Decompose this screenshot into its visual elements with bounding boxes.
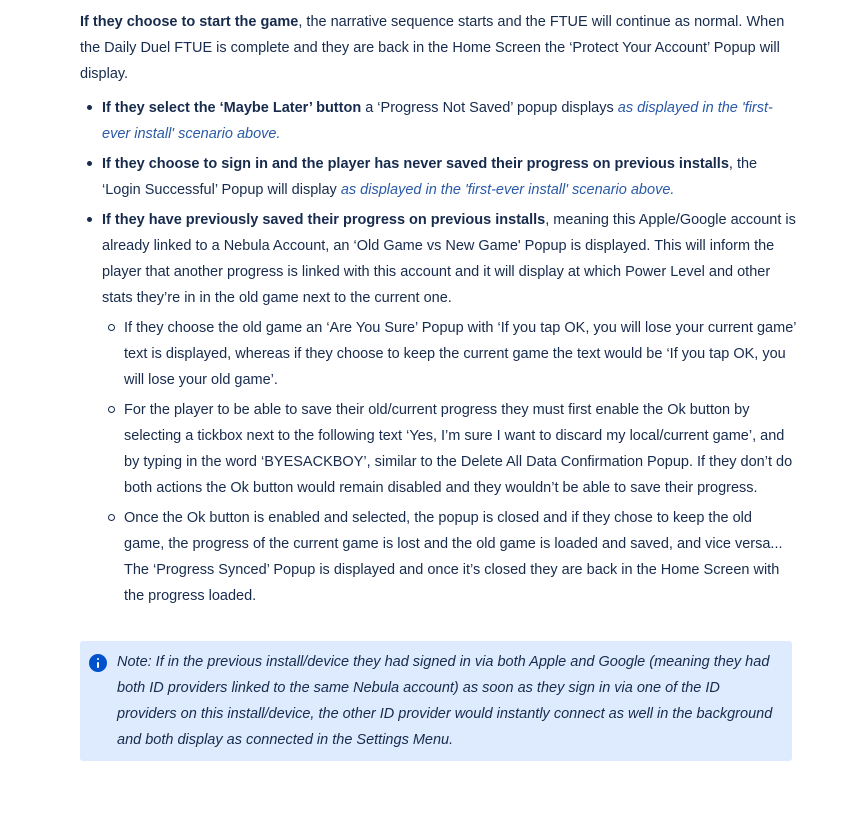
bullet-ref-link[interactable]: as displayed in the 'first-ever install' scenario above.	[340, 182, 675, 198]
sub-bullet-old-game: If they choose the old game an ‘Are You Sure’ Popup with ‘If you tap OK, you will lose your current game’ text is displayed, whereas if they choose to keep the current game the text would be ‘If you tap OK, you will lose your old game’.	[124, 315, 796, 393]
bullet-bold: If they have previously saved their progress on previous installs	[102, 212, 546, 228]
note-text: Note: If in the previous install/device they had signed in via both Apple and Google (meaning they had both ID providers linked to the same Nebula account) as soon as they sign in via one of the ID providers on this install/device, the other ID provider would instantly connect as well in the background and both display as connected in the Settings Menu.	[117, 654, 773, 748]
bullet-text: , meaning this Apple/Google account is already linked to a Nebula Account, an ‘Old Game vs New Game' Popup is displayed. This will inform the player that another progress is linked with this account and it will display at which Power Level and other stats they’re in in the old game next to the current one.	[102, 212, 796, 306]
bullet-list	[80, 95, 796, 609]
sub-bullet-enable-ok: For the player to be able to save their old/current progress they must first enable the Ok button by selecting a tickbox next to the following text ‘Yes, I’m sure I want to discard my local/current game’, and by typing in the word ‘BYESACKBOY’, similar to the Delete All Data Confirmation Popup. If they don’t do both actions the Ok button would remain disabled and they wouldn’t be able to save their progress.	[124, 397, 796, 501]
document-content	[80, 9, 796, 613]
bullet-text: , the ‘Login Successful’ Popup will display	[102, 156, 758, 198]
sub-bullet-list	[102, 315, 796, 609]
intro-bold: If they choose to start the game	[80, 14, 299, 30]
bullet-maybe-later	[102, 95, 796, 147]
sub-bullet-ok-selected: Once the Ok button is enabled and selected, the popup is closed and if they chose to keep the old game, the progress of the current game is lost and the old game is loaded and saved, and vice versa... The ‘Progress Synced’ Popup is displayed and once it’s closed they are back in the Home Screen with the progress loaded.	[124, 505, 796, 609]
bullet-bold: If they choose to sign in and the player has never saved their progress on previous installs	[102, 156, 729, 172]
bullet-bold: If they select the ‘Maybe Later’ button	[102, 100, 362, 116]
intro-paragraph	[80, 9, 796, 87]
bullet-previously-saved	[102, 207, 796, 609]
bullet-ref-link[interactable]: as displayed in the 'first-ever install' scenario above.	[102, 100, 773, 142]
info-icon	[89, 654, 107, 672]
bullet-text: a ‘Progress Not Saved’ popup displays	[361, 100, 618, 116]
bullet-sign-in-never-saved	[102, 151, 796, 203]
intro-text: , the narrative sequence starts and the FTUE will continue as normal. When the Daily Duel FTUE is complete and they are back in the Home Screen the ‘Protect Your Account’ Popup will display.	[80, 14, 785, 82]
info-note-panel	[80, 641, 792, 761]
